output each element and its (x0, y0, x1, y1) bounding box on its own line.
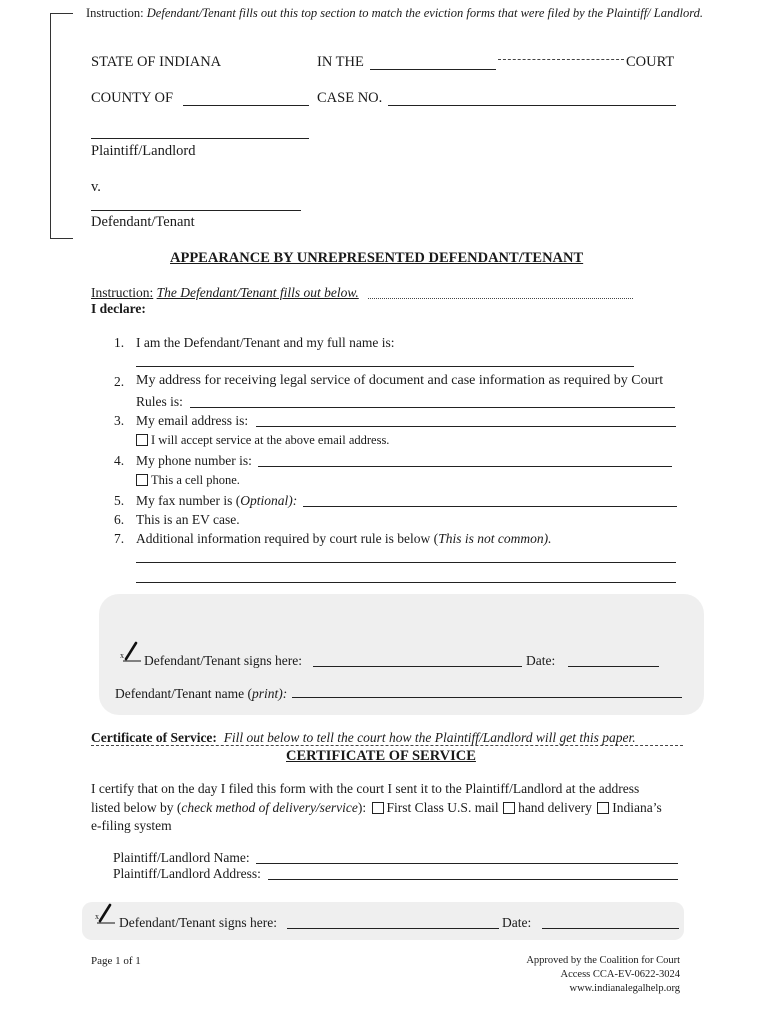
additional-info-line-1[interactable] (136, 562, 676, 563)
defendant-name-field[interactable] (91, 210, 301, 211)
plaintiff-name-label: Plaintiff/Landlord Name: (113, 850, 250, 865)
pen-icon (122, 640, 142, 662)
full-name-field[interactable] (136, 366, 634, 367)
certificate-title: CERTIFICATE OF SERVICE (286, 748, 476, 764)
efiling-checkbox[interactable] (597, 802, 609, 814)
item-2-text: My address for receiving legal service of document and case information as required by Court (136, 373, 664, 388)
email-service-option[interactable]: I will accept service at the above email address. (136, 433, 389, 448)
item-4-number: 4. (114, 453, 125, 468)
item-3-number: 3. (114, 413, 125, 428)
item-6-number: 6. (114, 512, 125, 527)
efiling-option: Indiana’s (612, 800, 662, 815)
declare-instruction-dots (368, 298, 633, 299)
county-field[interactable] (183, 105, 309, 106)
print-name-field[interactable] (292, 697, 682, 698)
certificate-instruction: Certificate of Service: Fill out below to tell the court how the Plaintiff/Landlord will get this paper. (91, 730, 636, 745)
state-label: STATE OF INDIANA (91, 54, 222, 70)
certificate-date-label: Date: (502, 915, 532, 930)
county-label: COUNTY OF (91, 90, 174, 106)
cell-phone-checkbox[interactable] (136, 474, 148, 486)
footer-access: Access CCA-EV-0622-3024 (560, 969, 680, 980)
hand-delivery-checkbox[interactable] (503, 802, 515, 814)
print-name-label: Defendant/Tenant name (print): (115, 686, 288, 701)
caption-bracket (50, 13, 73, 239)
mail-checkbox[interactable] (372, 802, 384, 814)
mail-option: First Class U.S. mail (386, 800, 499, 815)
address-field[interactable] (190, 407, 675, 408)
phone-field[interactable] (258, 466, 672, 467)
item-1-number: 1. (114, 335, 125, 350)
sign-date-field[interactable] (568, 666, 659, 667)
case-no-label: CASE NO. (317, 90, 383, 106)
email-field[interactable] (256, 426, 676, 427)
certificate-sign-field[interactable] (287, 928, 499, 929)
item-3-text: My email address is: (136, 413, 249, 428)
item-5-text: My fax number is (Optional): (136, 493, 298, 508)
sign-date-label: Date: (526, 653, 556, 668)
certificate-sign-label: Defendant/Tenant signs here: (119, 915, 277, 930)
cell-phone-option[interactable]: This a cell phone. (136, 473, 240, 488)
certificate-text-1: I certify that on the day I filed this form with the court I sent it to the Plaintiff/Landlord at the address (91, 781, 640, 796)
sign-x-mark: x (120, 651, 124, 660)
item-7-text: Additional information required by court rule is below (This is not common). (136, 531, 552, 546)
item-6-text: This is an EV case. (136, 512, 240, 527)
item-4-text: My phone number is: (136, 453, 252, 468)
header-instruction: Instruction: Defendant/Tenant fills out this top section to match the eviction forms that were filed by the Plaintiff/ Landlord. (86, 6, 703, 20)
certificate-text-3: e-filing system (91, 818, 172, 833)
item-7-number: 7. (114, 531, 125, 546)
hand-delivery-option: hand delivery (518, 800, 592, 815)
certificate-sign-x-mark: x (95, 912, 99, 921)
plaintiff-address-label: Plaintiff/Landlord Address: (113, 866, 261, 881)
court-name-field[interactable] (370, 69, 496, 70)
page-title: APPEARANCE BY UNREPRESENTED DEFENDANT/TENANT (170, 250, 584, 266)
plaintiff-name-field[interactable] (91, 138, 309, 139)
versus-label: v. (91, 179, 101, 195)
item-1-text: I am the Defendant/Tenant and my full name is: (136, 335, 395, 350)
court-label: COURT (626, 54, 675, 70)
in-the-label: IN THE (317, 54, 364, 70)
plaintiff-address-input[interactable] (268, 879, 678, 880)
certificate-pen-icon (96, 902, 116, 924)
additional-info-line-2[interactable] (136, 582, 676, 583)
defendant-label: Defendant/Tenant (91, 214, 195, 230)
declare-heading: I declare: (91, 301, 146, 316)
certificate-text-2: listed below by (check method of delivery/service): First Class U.S. mail hand delivery Indiana’s (91, 800, 662, 815)
plaintiff-label: Plaintiff/Landlord (91, 143, 196, 159)
court-name-dashed (498, 59, 624, 60)
item-2-rules: Rules is: (136, 394, 183, 409)
certificate-date-field[interactable] (542, 928, 679, 929)
sign-label: Defendant/Tenant signs here: (144, 653, 302, 668)
email-service-checkbox[interactable] (136, 434, 148, 446)
fax-field[interactable] (303, 506, 677, 507)
case-no-field[interactable] (388, 105, 676, 106)
certificate-instruction-dots (91, 745, 683, 746)
plaintiff-name-input[interactable] (256, 863, 678, 864)
item-5-number: 5. (114, 493, 125, 508)
footer-url[interactable]: www.indianalegalhelp.org (569, 983, 680, 994)
page-number: Page 1 of 1 (91, 955, 141, 967)
item-2-number: 2. (114, 374, 125, 389)
sign-field[interactable] (313, 666, 522, 667)
declare-instruction: Instruction: The Defendant/Tenant fills out below. (91, 285, 359, 300)
footer-approved: Approved by the Coalition for Court (526, 955, 680, 966)
